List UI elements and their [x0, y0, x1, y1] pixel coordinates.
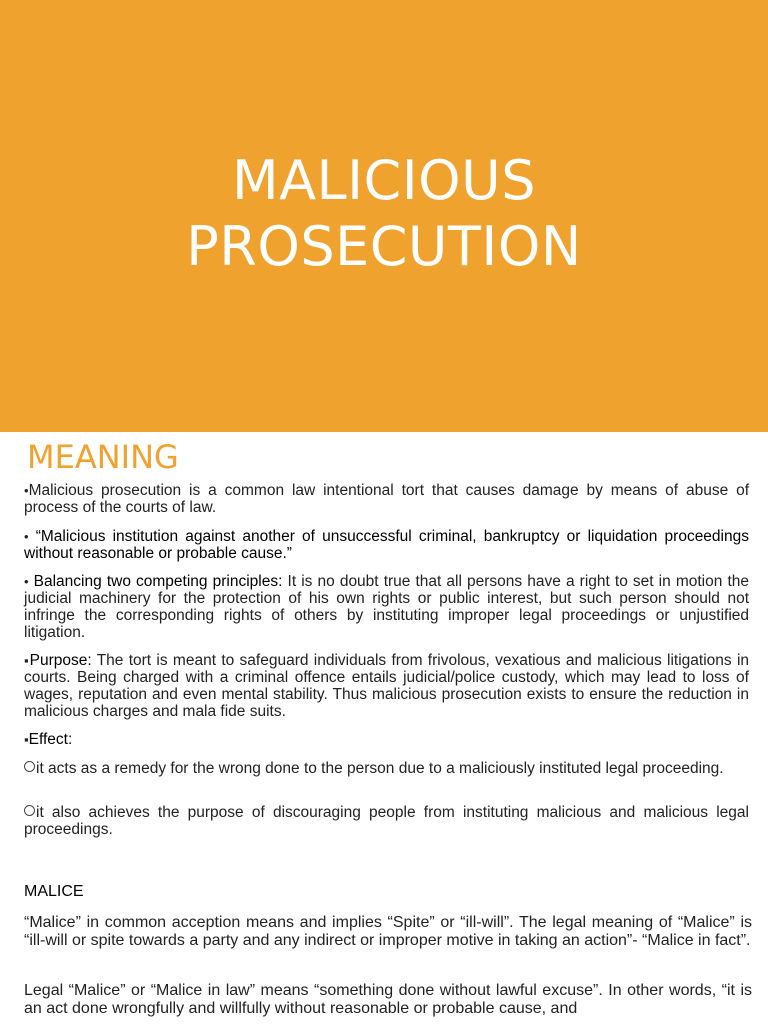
square-bullet-marker: ▪	[24, 653, 30, 668]
malice-paragraph-2: Legal “Malice” or “Malice in law” means “something done without lawful excuse”. In other words, “it is an act done wrongfully and willfully without reasonable or probable cause, and	[24, 982, 752, 1017]
principles-label: Balancing two competing principles:	[33, 573, 283, 590]
purpose-label: Purpose:	[29, 652, 92, 669]
bullet-marker: •	[24, 483, 29, 498]
slide-title	[0, 148, 768, 280]
meaning-paragraph-2: • “Malicious institution against another of unsuccessful criminal, bankruptcy or liquidation proceedings without reasonable or probable cause.”	[24, 528, 749, 562]
meaning-paragraph-4: ▪Purpose: The tort is meant to safeguard individuals from frivolous, vexatious and malicious litigations in courts. Being charged with a criminal offence entails judicial/police custody, which may lead to loss of wages, reputation and even mental stability. Thus malicious prosecution exists to ensure the reduction in malicious charges and mala fide suits.	[24, 652, 750, 720]
effect-item-1: it acts as a remedy for the wrong done to the person due to a maliciously instituted legal proceeding.	[24, 760, 749, 777]
title-line-1: MALICIOUS	[232, 149, 536, 213]
malice-paragraph-1: “Malice” in common acception means and implies “Spite” or “ill-will”. The legal meaning of “Malice” is “ill-will or spite towards a party and any indirect or improper motive in taking an action”- “Malice in fact”.	[24, 914, 752, 949]
meaning-paragraph-1: •Malicious prosecution is a common law intentional tort that causes damage by means of abuse of process of the courts of law.	[24, 482, 749, 516]
meaning-heading: MEANING	[27, 438, 179, 476]
effect-label: Effect:	[28, 731, 73, 748]
malice-heading: MALICE	[24, 883, 84, 900]
title-slide	[0, 0, 768, 432]
circle-bullet-icon	[24, 761, 35, 772]
circle-bullet-icon	[24, 805, 35, 816]
square-bullet-marker: ▪	[24, 732, 29, 747]
bullet-marker: •	[24, 529, 29, 544]
meaning-paragraph-3: • Balancing two competing principles: It is no doubt true that all persons have a right to set in motion the judicial machinery for the protection of his own rights or public interest, but such person should not infringe the corresponding rights of others by instituting improper legal proceedings or unjustified litigation.	[24, 573, 749, 641]
title-line-2: PROSECUTION	[186, 215, 582, 279]
meaning-paragraph-5	[24, 731, 749, 748]
effect-item-2: it also achieves the purpose of discouraging people from instituting malicious and malicious legal proceedings.	[24, 804, 749, 838]
bullet-marker: •	[24, 574, 29, 589]
